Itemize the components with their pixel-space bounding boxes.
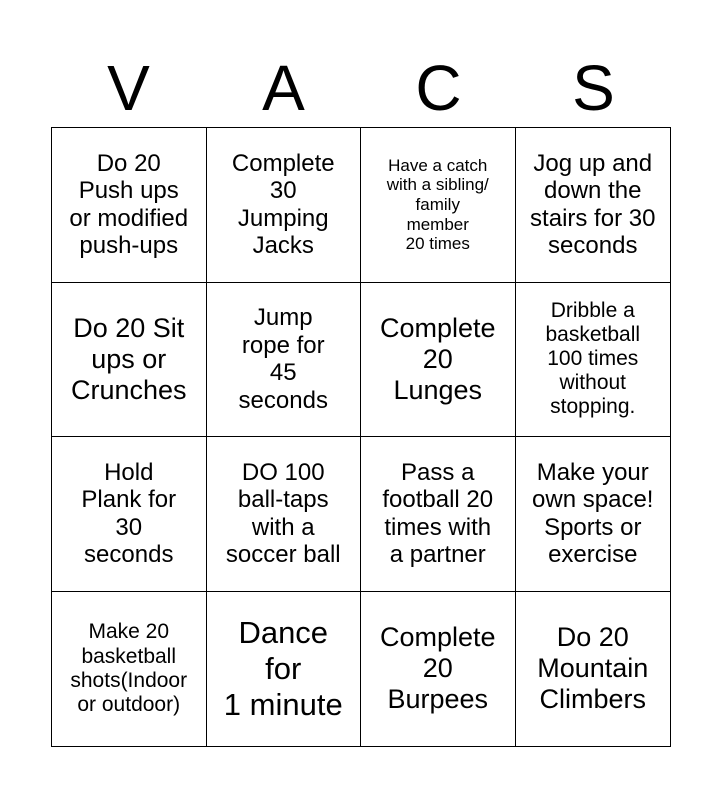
bingo-header: [51, 48, 671, 128]
header-letter-a: A: [262, 52, 305, 124]
cell-text: Pass a football 20 times with a partner: [382, 458, 494, 569]
cell-text: Have a catch with a sibling/ family member 20 times: [386, 155, 489, 254]
header-letter-c: C: [415, 52, 462, 124]
cell-text: Complete 30 Jumping Jacks: [231, 149, 335, 260]
cell-text: Do 20 Sit ups or Crunches: [70, 312, 187, 405]
bingo-cell-r2c4[interactable]: [516, 283, 671, 438]
bingo-cell-r1c1[interactable]: [52, 128, 207, 283]
bingo-cell-r2c2[interactable]: [207, 283, 362, 438]
cell-text: Complete 20 Burpees: [379, 622, 496, 715]
header-letter-s: S: [572, 52, 615, 124]
bingo-cell-r2c3[interactable]: [361, 283, 516, 438]
cell-text: Jog up and down the stairs for 30 seconds: [530, 149, 656, 260]
bingo-cell-r3c1[interactable]: [52, 437, 207, 592]
cell-text: Dance for 1 minute: [223, 615, 343, 722]
bingo-cell-r1c2[interactable]: [207, 128, 362, 283]
cell-text: Complete 20 Lunges: [379, 312, 496, 405]
bingo-cell-r4c2[interactable]: [207, 592, 362, 747]
header-letter-v: V: [107, 52, 150, 124]
bingo-cell-r4c4[interactable]: [516, 592, 671, 747]
cell-text: DO 100 ball-taps with a soccer ball: [225, 458, 341, 569]
bingo-cell-r3c3[interactable]: [361, 437, 516, 592]
cell-text: Dribble a basketball 100 times without stopping.: [545, 298, 641, 419]
bingo-cell-r4c3[interactable]: [361, 592, 516, 747]
bingo-board: [51, 127, 671, 747]
cell-text: Do 20 Mountain Climbers: [537, 622, 649, 715]
cell-text: Make 20 basketball shots(Indoor or outdoor): [70, 620, 188, 716]
bingo-cell-r3c4[interactable]: [516, 437, 671, 592]
cell-text: Jump rope for 45 seconds: [238, 304, 328, 414]
bingo-cell-r1c4[interactable]: [516, 128, 671, 283]
cell-text: Do 20 Push ups or modified push-ups: [69, 149, 189, 260]
bingo-cell-r4c1[interactable]: [52, 592, 207, 747]
cell-text: Make your own space! Sports or exercise: [532, 458, 654, 569]
bingo-cell-r2c1[interactable]: [52, 283, 207, 438]
bingo-cell-r3c2[interactable]: [207, 437, 362, 592]
cell-text: Hold Plank for 30 seconds: [81, 458, 177, 569]
bingo-cell-r1c3[interactable]: [361, 128, 516, 283]
